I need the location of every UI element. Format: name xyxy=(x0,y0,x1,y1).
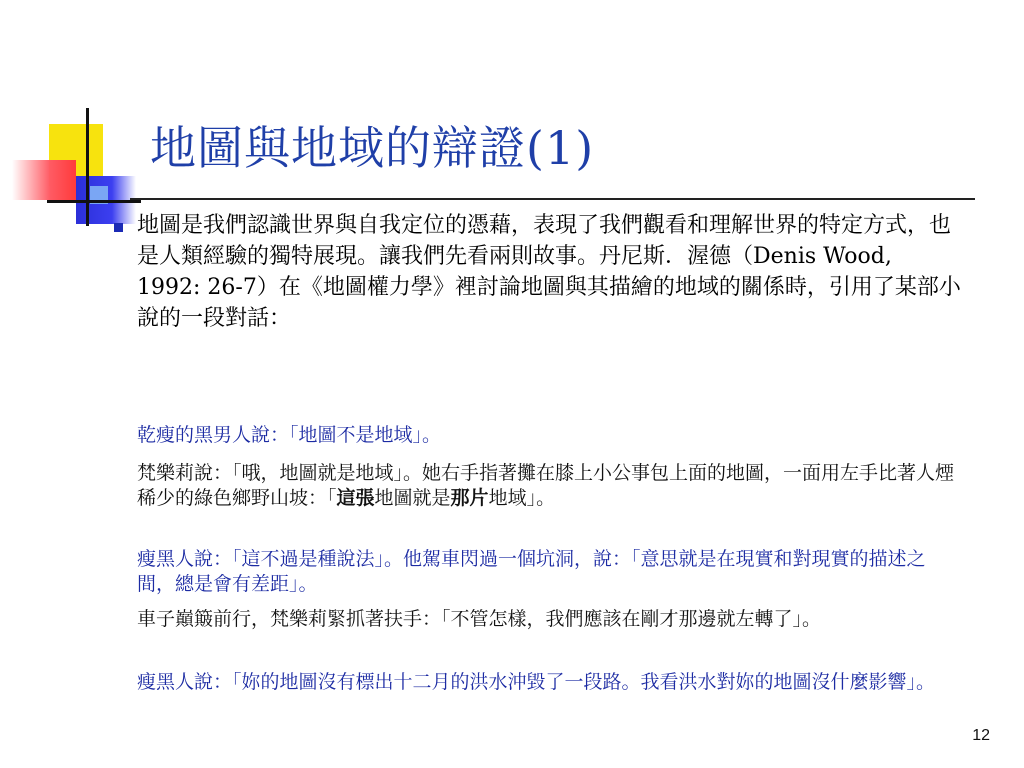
dialogue-line-2-bold-2: 那片 xyxy=(450,487,489,509)
decorative-red-bar xyxy=(12,160,76,200)
title-underline-rule xyxy=(130,198,975,200)
dialogue-line-2 xyxy=(137,461,957,511)
dialogue-line-2-bold-1: 這張 xyxy=(336,487,375,509)
slide-title: 地圖與地域的辯證(1) xyxy=(150,121,595,175)
dialogue-line-1: 乾瘦的黑男人說：「地圖不是地域」。 xyxy=(137,424,442,446)
dialogue-line-2-part-d: 地域」。 xyxy=(488,487,556,509)
intro-paragraph: 地圖是我們認識世界與自我定位的憑藉，表現了我們觀看和理解世界的特定方式，也是人類經驗的獨特展現。讓我們先看兩則故事。丹尼斯．渥德（Denis Wood, 1992: 26-7）在《地圖權力學》裡討論地圖與其描繪的地域的關係時，引用了某部小說的一段對話： xyxy=(137,213,961,331)
dialogue-line-3: 瘦黑人說：「這不過是種說法」。他駕車閃過一個坑洞，說：「意思就是在現實和對現實的描述之間，總是會有差距」。 xyxy=(137,548,926,595)
decorative-vertical-line xyxy=(86,108,89,226)
dialogue-line-2-part-a: 梵樂莉說：「哦，地圖就是地域」。她右手指著攤在膝上小公事包上面的地圖，一面用左手比著人煙稀少的綠色鄉野山坡：「 xyxy=(137,462,955,509)
decorative-horizontal-line xyxy=(47,200,141,203)
dialogue-line-5: 瘦黑人說：「妳的地圖沒有標出十二月的洪水沖毀了一段路。我看洪水對妳的地圖沒什麼影響」。 xyxy=(137,671,936,693)
page-number: 12 xyxy=(972,727,990,744)
bullet-square-icon xyxy=(114,223,123,232)
dialogue-line-2-part-c: 地圖就是 xyxy=(374,487,451,509)
dialogue-line-4: 車子巔簸前行，梵樂莉緊抓著扶手：「不管怎樣，我們應該在剛才那邊就左轉了」。 xyxy=(137,608,822,630)
